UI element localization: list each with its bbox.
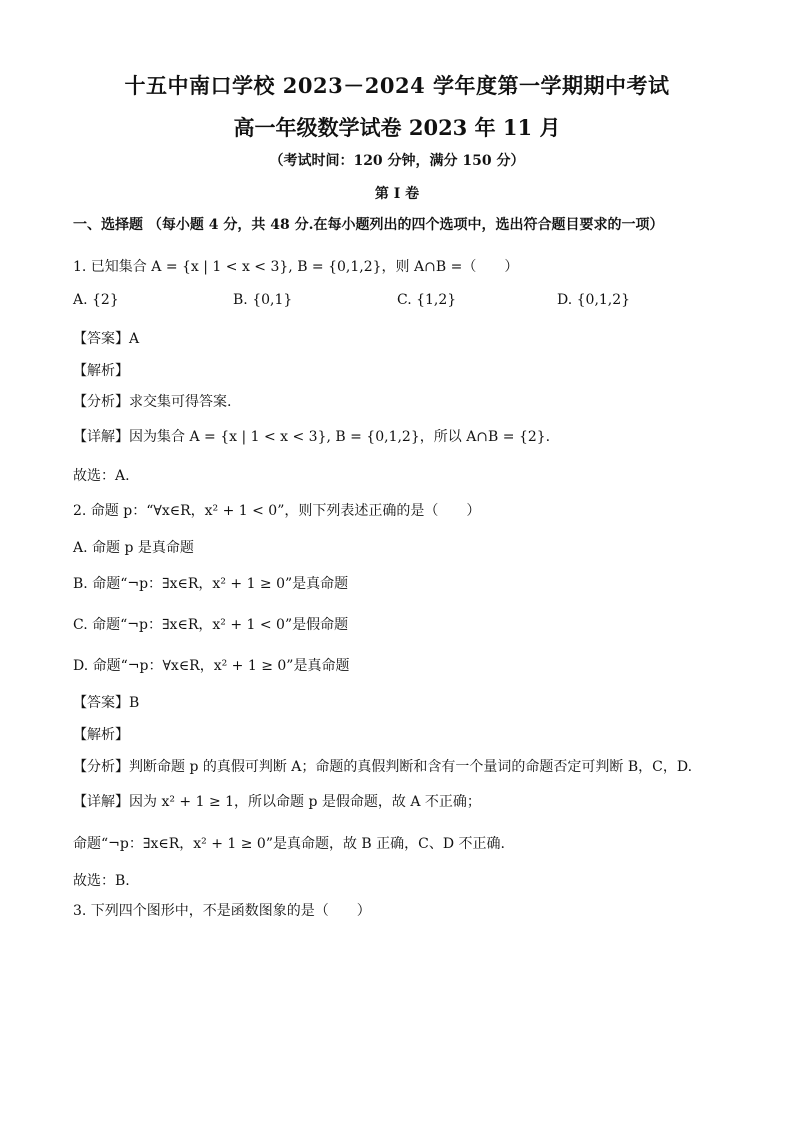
q1-fenxi: 【分析】求交集可得答案. — [73, 394, 232, 410]
q2-detail-2: 命题“¬p：∃x∈R，x² + 1 ≥ 0”是真命题，故 B 正确，C、D 不正确. — [73, 836, 506, 852]
q2-option-c: C. 命题“¬p：∃x∈R，x² + 1 < 0”是假命题 — [73, 617, 349, 633]
q1-choose: 故选：A. — [73, 468, 130, 484]
q2-choose: 故选：B. — [73, 873, 130, 889]
q2-analysis-tag: 【解析】 — [73, 727, 129, 743]
q1-option-c: C. {1,2} — [397, 292, 457, 308]
exam-title: 十五中南口学校 2023－2024 学年度第一学期期中考试 — [124, 73, 670, 98]
q1-option-d: D. {0,1,2} — [557, 292, 631, 308]
q2-fenxi: 【分析】判断命题 p 的真假可判断 A；命题的真假判断和含有一个量词的命题否定可判断 B，C，D. — [73, 759, 693, 775]
q1-answer: 【答案】A — [73, 331, 140, 347]
q2-option-b: B. 命题“¬p：∃x∈R，x² + 1 ≥ 0”是真命题 — [73, 576, 349, 592]
q1-option-a: A. {2} — [73, 292, 119, 308]
q1-analysis-tag: 【解析】 — [73, 363, 129, 379]
section-heading: 一、选择题 （每小题 4 分，共 48 分.在每小题列出的四个选项中，选出符合题目要求的一项） — [73, 217, 664, 233]
exam-subtitle: 高一年级数学试卷 2023 年 11 月 — [233, 115, 561, 140]
part-heading: 第 I 卷 — [374, 186, 420, 202]
q1-option-b: B. {0,1} — [233, 292, 293, 308]
q1-detail: 【详解】因为集合 A = {x | 1 < x < 3}, B = {0,1,2}，所以 A∩B = {2}. — [73, 429, 551, 445]
q2-option-a: A. 命题 p 是真命题 — [73, 540, 194, 556]
q1-stem: 1. 已知集合 A = {x | 1 < x < 3}, B = {0,1,2}，则 A∩B =（ ） — [73, 259, 519, 275]
q2-stem: 2. 命题 p：“∀x∈R，x² + 1 < 0”，则下列表述正确的是（ ） — [73, 503, 481, 519]
q3-stem: 3. 下列四个图形中，不是函数图象的是（ ） — [73, 903, 371, 919]
q2-answer: 【答案】B — [73, 695, 140, 711]
q2-option-d: D. 命题“¬p：∀x∈R，x² + 1 ≥ 0”是真命题 — [73, 658, 350, 674]
exam-info: （考试时间：120 分钟，满分 150 分） — [269, 153, 525, 169]
q2-detail: 【详解】因为 x² + 1 ≥ 1，所以命题 p 是假命题，故 A 不正确； — [73, 794, 481, 810]
